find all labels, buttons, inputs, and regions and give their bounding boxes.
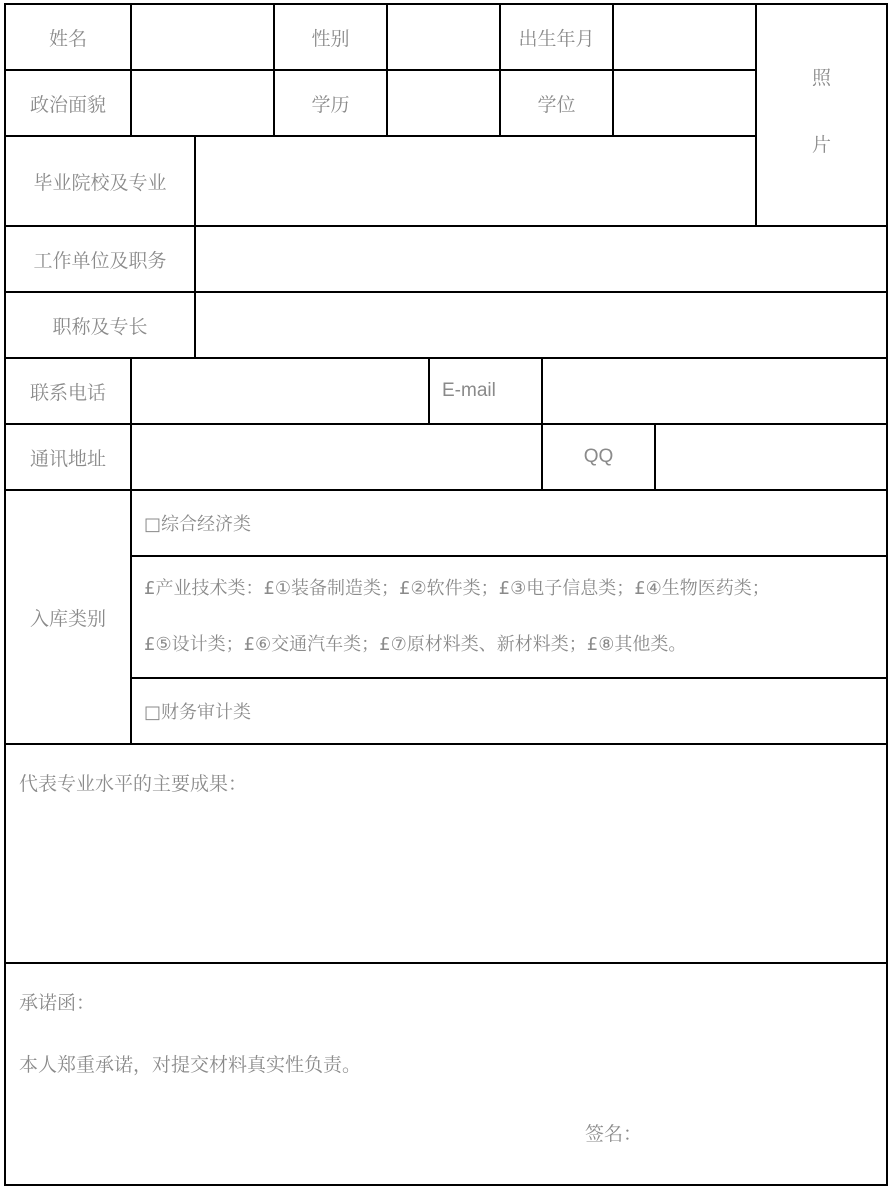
- education-label: 学历: [273, 69, 388, 137]
- political-label: 政治面貌: [4, 69, 132, 137]
- birth-field[interactable]: [612, 3, 757, 71]
- photo-label-line1: 照: [811, 67, 831, 89]
- address-field[interactable]: [130, 423, 543, 491]
- pledge-title: 承诺函：: [19, 992, 96, 1014]
- category-label: 入库类别: [4, 489, 132, 745]
- degree-label: 学位: [499, 69, 614, 137]
- email-field[interactable]: [541, 357, 888, 425]
- industry-tech-line1[interactable]: £产业技术类：£①装备制造类；£②软件类；£③电子信息类；£④生物医药类；: [144, 578, 770, 599]
- pledge-statement: 本人郑重承诺，对提交材料真实性负责。: [19, 1054, 362, 1076]
- work-label: 工作单位及职务: [4, 225, 196, 293]
- signature-label[interactable]: 签名：: [585, 1123, 643, 1145]
- name-label: 姓名: [4, 3, 132, 71]
- political-field[interactable]: [130, 69, 275, 137]
- category-option-industry-tech[interactable]: [130, 555, 888, 679]
- gender-label: 性别: [273, 3, 388, 71]
- title-field[interactable]: [194, 291, 888, 359]
- address-label: 通讯地址: [4, 423, 132, 491]
- photo-label-line2: 片: [811, 134, 831, 156]
- achievements-label: 代表专业水平的主要成果：: [19, 773, 248, 795]
- email-label: E-mail: [428, 357, 543, 425]
- industry-tech-line2[interactable]: £⑤设计类；£⑥交通汽车类；£⑦原材料类、新材料类；£⑧其他类。: [144, 634, 687, 655]
- school-label: 毕业院校及专业: [4, 135, 196, 227]
- work-field[interactable]: [194, 225, 888, 293]
- phone-field[interactable]: [130, 357, 430, 425]
- birth-label: 出生年月: [499, 3, 614, 71]
- qq-field[interactable]: [654, 423, 888, 491]
- gender-field[interactable]: [386, 3, 501, 71]
- phone-label: 联系电话: [4, 357, 132, 425]
- name-field[interactable]: [130, 3, 275, 71]
- school-field[interactable]: [194, 135, 757, 227]
- category-option-economics[interactable]: □综合经济类: [130, 489, 888, 557]
- education-field[interactable]: [386, 69, 501, 137]
- category-option-finance-audit[interactable]: □财务审计类: [130, 677, 888, 745]
- degree-field[interactable]: [612, 69, 757, 137]
- qq-label: QQ: [541, 423, 656, 491]
- photo-box[interactable]: [755, 3, 888, 227]
- title-label: 职称及专长: [4, 291, 196, 359]
